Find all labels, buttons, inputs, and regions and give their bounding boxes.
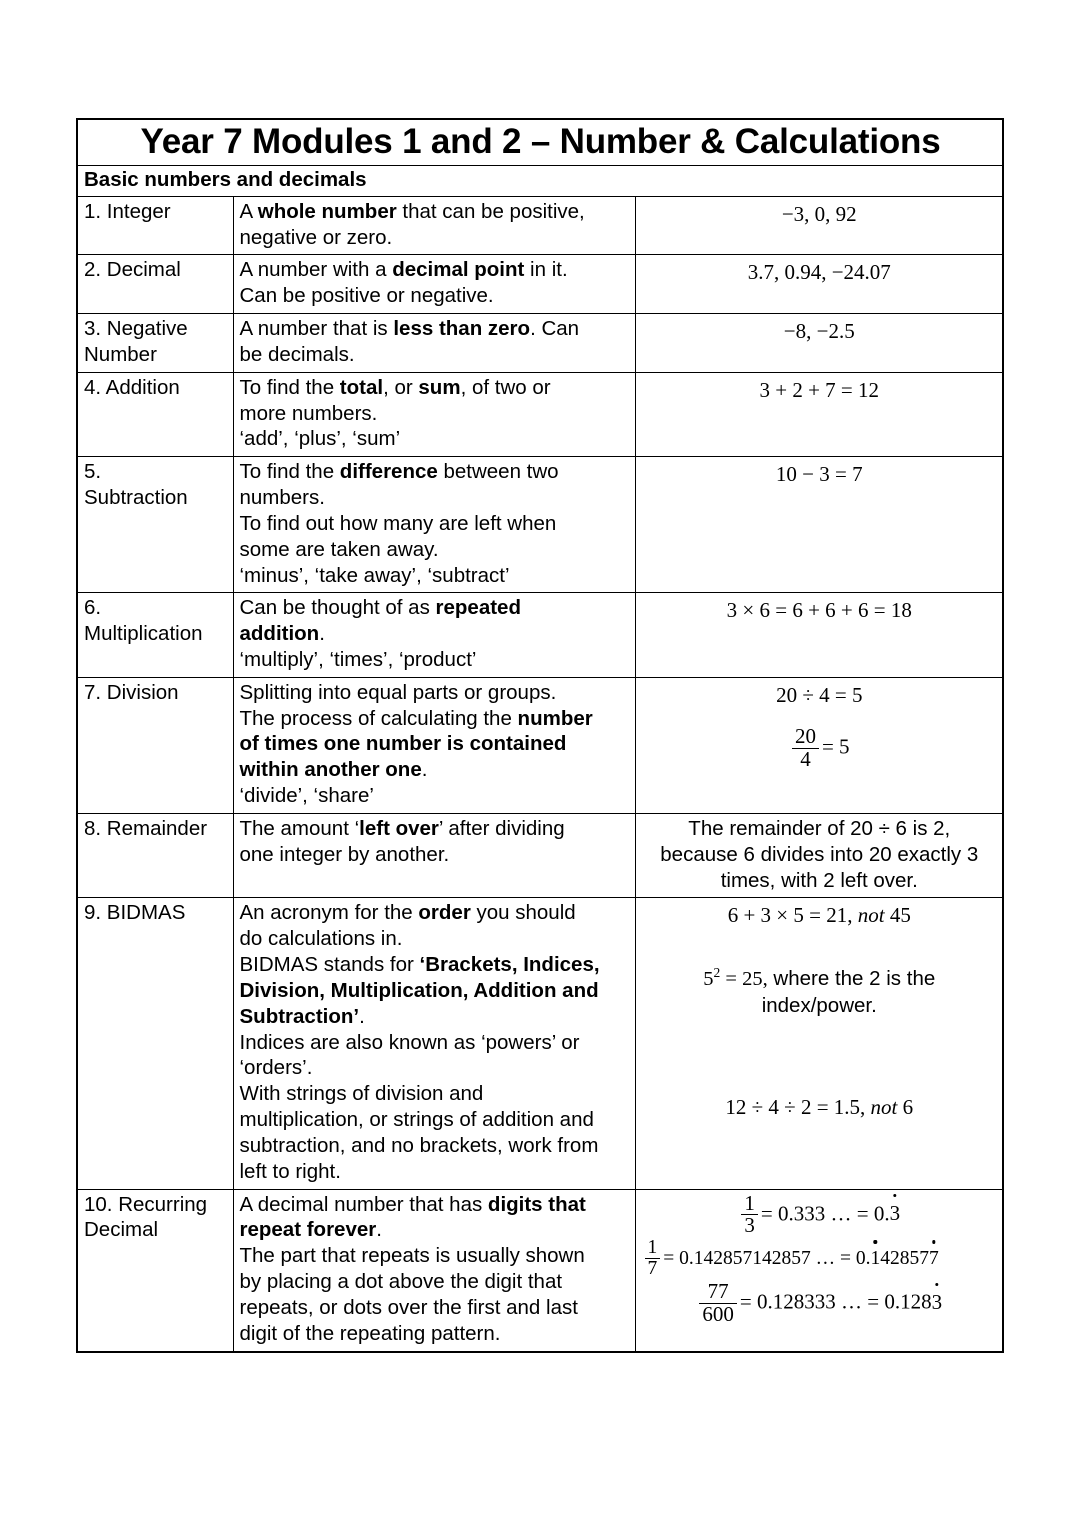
definition-line: To find out how many are left when bbox=[239, 511, 557, 535]
definition-cell bbox=[233, 813, 635, 897]
example-cell bbox=[635, 457, 1003, 593]
example-expression: 10 − 3 = 7 bbox=[775, 462, 863, 487]
term-label: 9. BIDMAS bbox=[84, 901, 186, 925]
knowledge-organiser-table bbox=[76, 118, 1004, 1353]
fraction bbox=[792, 726, 819, 770]
definition-line: of times one number is contained bbox=[239, 732, 567, 756]
spacer bbox=[642, 1018, 998, 1092]
section-heading: Basic numbers and decimals bbox=[77, 166, 1003, 197]
fraction bbox=[741, 1190, 758, 1237]
example-cell bbox=[635, 677, 1003, 813]
fraction-denominator: 600 bbox=[699, 1303, 737, 1325]
term-cell bbox=[77, 593, 233, 677]
definition-line: ‘multiply’, ‘times’, ‘product’ bbox=[239, 648, 477, 671]
recurring-dotted-digit: 3 bbox=[932, 1289, 943, 1316]
definition-line: The amount ‘left over’ after dividing bbox=[239, 816, 565, 840]
recurring-rhs: = 0.128333 … = 0.128 bbox=[739, 1289, 932, 1314]
table-row bbox=[77, 677, 1003, 813]
term-label: 2. Decimal bbox=[84, 258, 181, 282]
definition-line: repeat forever. bbox=[239, 1218, 382, 1242]
term-label: 7. Division bbox=[84, 680, 179, 704]
term-cell bbox=[77, 1189, 233, 1351]
definition-cell bbox=[233, 314, 635, 373]
recurring-rhs: = 0.142857142857 … = 0. bbox=[663, 1248, 871, 1270]
definition-line: one integer by another. bbox=[239, 842, 450, 866]
example-line: because 6 divides into 20 exactly 3 bbox=[660, 842, 979, 866]
fraction-denominator: 7 bbox=[645, 1258, 661, 1279]
title-cell bbox=[77, 119, 1003, 166]
example-cell bbox=[635, 593, 1003, 677]
definition-line: ‘divide’, ‘share’ bbox=[239, 784, 374, 808]
example-expression: 3.7, 0.94, −24.07 bbox=[747, 260, 891, 285]
definition-line: within another one. bbox=[239, 758, 428, 782]
definition-cell bbox=[233, 457, 635, 593]
example-fraction-expression bbox=[642, 724, 998, 771]
expression-italic-not: not bbox=[857, 903, 885, 928]
example-cell bbox=[635, 813, 1003, 897]
spacer bbox=[642, 932, 998, 966]
term-cell bbox=[77, 255, 233, 314]
table-row bbox=[77, 314, 1003, 373]
expression-italic-not: not bbox=[870, 1095, 898, 1120]
fraction-denominator: 3 bbox=[741, 1214, 758, 1236]
power-text: where the 2 is the bbox=[773, 966, 936, 990]
definition-line: multiplication, or strings of addition and bbox=[239, 1108, 594, 1132]
definition-line: digit of the repeating pattern. bbox=[239, 1321, 501, 1345]
definition-cell bbox=[233, 196, 635, 255]
term-cell bbox=[77, 457, 233, 593]
fraction-numerator: 1 bbox=[647, 1237, 658, 1259]
section-header-row bbox=[77, 166, 1003, 197]
recurring-example-3 bbox=[642, 1279, 998, 1326]
definition-line: addition. bbox=[239, 622, 325, 646]
fraction-numerator: 20 bbox=[794, 724, 816, 749]
example-cell bbox=[635, 898, 1003, 1189]
expression-part: 12 ÷ 4 ÷ 2 = 1.5, bbox=[725, 1095, 866, 1120]
table-row bbox=[77, 255, 1003, 314]
term-cell bbox=[77, 196, 233, 255]
definition-cell bbox=[233, 593, 635, 677]
definition-line: some are taken away. bbox=[239, 537, 439, 561]
definition-line: BIDMAS stands for ‘Brackets, Indices, bbox=[239, 953, 600, 977]
table-row bbox=[77, 898, 1003, 1189]
table-row bbox=[77, 593, 1003, 677]
definition-line: ‘minus’, ‘take away’, ‘subtract’ bbox=[239, 563, 510, 587]
definition-cell bbox=[233, 898, 635, 1189]
spacer bbox=[642, 711, 998, 725]
power-base: $5^2$ bbox=[703, 964, 721, 990]
recurring-example-1 bbox=[642, 1190, 998, 1238]
definition-cell bbox=[233, 255, 635, 314]
power-equals: = 25, bbox=[725, 967, 768, 990]
fraction bbox=[645, 1238, 661, 1279]
term-label: 3. Negative Number bbox=[84, 317, 188, 366]
example-cell bbox=[635, 196, 1003, 255]
example-expression: 3 + 2 + 7 = 12 bbox=[759, 377, 880, 402]
definition-line: ‘orders’. bbox=[239, 1056, 313, 1080]
definition-line: To find the total, or sum, of two or bbox=[239, 375, 551, 399]
table-row bbox=[77, 196, 1003, 255]
example-cell bbox=[635, 372, 1003, 456]
table-row bbox=[77, 813, 1003, 897]
title-row bbox=[77, 119, 1003, 166]
definition-line: A decimal number that has digits that bbox=[239, 1192, 586, 1216]
definition-line: numbers. bbox=[239, 486, 325, 510]
definition-line: The process of calculating the number bbox=[239, 706, 593, 730]
example-cell bbox=[635, 314, 1003, 373]
definition-line: To find the difference between two bbox=[239, 460, 559, 484]
example-cell bbox=[635, 1189, 1003, 1351]
fraction-tail: = 5 bbox=[821, 734, 850, 759]
term-cell bbox=[77, 372, 233, 456]
definition-line: With strings of division and bbox=[239, 1082, 484, 1106]
table-row bbox=[77, 372, 1003, 456]
recurring-rhs: = 0.333 … = 0. bbox=[760, 1201, 890, 1226]
definition-line: Indices are also known as ‘powers’ or bbox=[239, 1030, 580, 1054]
example-line: times, with 2 left over. bbox=[720, 868, 918, 892]
definition-cell bbox=[233, 1189, 635, 1351]
term-cell bbox=[77, 898, 233, 1189]
definition-line: An acronym for the order you should bbox=[239, 901, 576, 925]
definition-line: ‘add’, ‘plus’, ‘sum’ bbox=[239, 427, 401, 451]
definition-line: A number that is less than zero. Can bbox=[239, 317, 580, 341]
definition-line: Can be positive or negative. bbox=[239, 284, 494, 308]
definition-line: be decimals. bbox=[239, 342, 355, 366]
example-power-line-2: index/power. bbox=[761, 993, 877, 1017]
recurring-example-2 bbox=[642, 1239, 998, 1280]
term-label: 5. Subtraction bbox=[84, 460, 188, 510]
definition-line: do calculations in. bbox=[239, 927, 403, 951]
definition-line: left to right. bbox=[239, 1159, 341, 1183]
definition-line: Splitting into equal parts or groups. bbox=[239, 680, 557, 704]
table-row bbox=[77, 457, 1003, 593]
fraction-numerator: 77 bbox=[707, 1279, 729, 1304]
definition-line: more numbers. bbox=[239, 401, 378, 425]
definition-line: Subtraction’. bbox=[239, 1004, 365, 1028]
definition-line: subtraction, and no brackets, work from bbox=[239, 1133, 599, 1157]
definition-cell bbox=[233, 372, 635, 456]
table-row bbox=[77, 1189, 1003, 1351]
definition-line: by placing a dot above the digit that bbox=[239, 1270, 563, 1294]
term-cell bbox=[77, 677, 233, 813]
example-expression: −3, 0, 92 bbox=[781, 201, 857, 226]
expression-part: 6 + 3 × 5 = 21, bbox=[727, 903, 853, 928]
example-expression: 3 × 6 = 6 + 6 + 6 = 18 bbox=[726, 598, 912, 623]
fraction bbox=[699, 1281, 737, 1325]
fraction-denominator: 4 bbox=[792, 748, 819, 770]
recurring-dotted-first: 1 bbox=[871, 1246, 881, 1271]
definition-line: A number with a decimal point in it. bbox=[239, 258, 568, 282]
example-cell bbox=[635, 255, 1003, 314]
expression-tail: 6 bbox=[902, 1095, 914, 1120]
example-line: The remainder of 20 ÷ 6 is 2, bbox=[688, 816, 951, 840]
recurring-dotted-digit: 3 bbox=[890, 1200, 901, 1227]
example-expression bbox=[642, 1094, 998, 1121]
definition-line: repeats, or dots over the first and last bbox=[239, 1295, 578, 1319]
expression-tail: 45 bbox=[889, 903, 911, 928]
definition-line: Division, Multiplication, Addition and bbox=[239, 978, 599, 1002]
worksheet-page bbox=[76, 118, 1002, 1353]
term-cell bbox=[77, 813, 233, 897]
power-exponent: 2 bbox=[713, 964, 721, 980]
definition-cell bbox=[233, 677, 635, 813]
recurring-dotted-last: 7 bbox=[929, 1246, 939, 1271]
term-label: 10. Recurring Decimal bbox=[84, 1192, 208, 1242]
definition-line: negative or zero. bbox=[239, 225, 393, 249]
definition-line: The part that repeats is usually shown bbox=[239, 1244, 585, 1268]
fraction-numerator: 1 bbox=[744, 1190, 755, 1215]
example-expression bbox=[642, 902, 998, 929]
definition-line: Can be thought of as repeated bbox=[239, 596, 521, 620]
term-label: 6. Multiplication bbox=[84, 596, 203, 646]
term-cell bbox=[77, 314, 233, 373]
term-label: 8. Remainder bbox=[84, 816, 208, 840]
recurring-middle: 42857 bbox=[880, 1248, 929, 1270]
term-label: 1. Integer bbox=[84, 199, 171, 223]
example-expression: −8, −2.5 bbox=[783, 319, 855, 344]
example-expression: 20 ÷ 4 = 5 bbox=[776, 682, 863, 707]
definition-line: A whole number that can be positive, bbox=[239, 199, 585, 223]
term-label: 4. Addition bbox=[84, 375, 180, 399]
example-power-line bbox=[642, 966, 998, 993]
page-title: Year 7 Modules 1 and 2 – Number & Calculations bbox=[140, 122, 941, 161]
